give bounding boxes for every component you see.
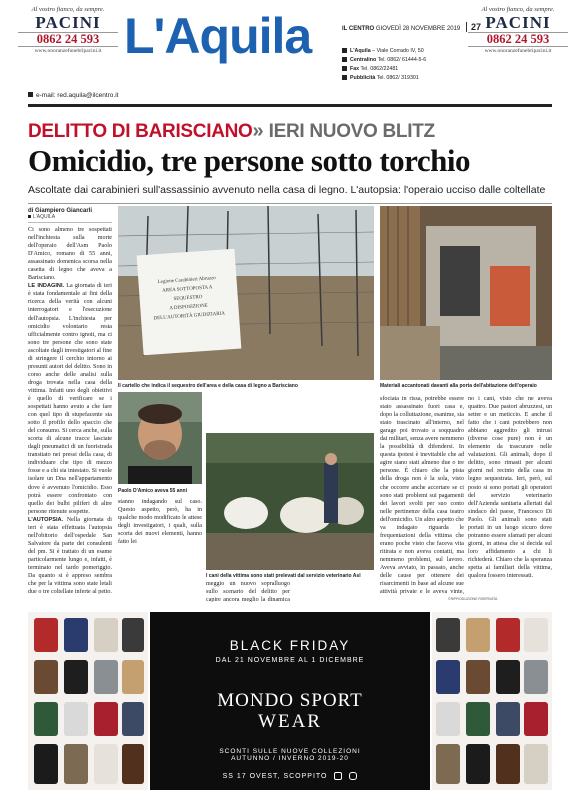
kicker-secondary: IERI NUOVO BLITZ — [268, 121, 435, 142]
subheadline: Ascoltate dai carabinieri sull'assassinio avvenuto nella casa di legno. L'autopsia: l'operaio ucciso dalle coltellate — [28, 184, 546, 196]
contact-row: Fax Tel. 0862/22481 — [342, 65, 454, 74]
caption-dogs: I cani della vittima sono stati prelevati dal servizio veterinario Asl — [206, 573, 361, 579]
date-line — [342, 22, 481, 32]
dogs-photo-illustration — [206, 433, 374, 570]
ad-url: www.onoranzefunebripacini.it — [484, 48, 552, 54]
ad-brand: PACINI — [485, 13, 551, 32]
sign-text: Legione Carabinieri Abruzzo AREA SOTTOPOSTA A SEQUESTRO A DISPOSIZIONE DELL'AUTORITÀ GIUDIZIARIA — [153, 276, 226, 322]
ad-clothes-left — [28, 612, 148, 790]
article-column-5: no i cani, visto che ne aveva quattro. Due pastori abruzzesi, un setter e un meticcio. E anche il fatto che i cani potrebbero non abbiano aggredito gli intrusi (diverse cose pure) non è un elemento da trascurare nelle valutazioni. Gli animali, dopo il delitto, sono rimasti per alcuni giorni nel recinto della casa in legno sequestrata. Ieri, però, sul posto si sono portati gli operatori del servizio veterinario dell'Azienda sanitaria allertati dal sindaco del paese, Francesco Di Paolo. Gli animali sono stati portati in un luogo sicuro dove potranno essere sfamati per alcuni giorni, in attesa che si decida sul loro affidamento a chi li richiederà. Chiaro che la speranza spetta ai familiari della vittima, qualora fossero interessati. — [468, 396, 552, 580]
article-column-2: stanno indagando sul caso. Questo aspetto, però, ha in qualche modo modificato le attese degli investigatori, i quali, sulla scorta dei nuovi elementi, hanno fatto lei — [118, 499, 202, 546]
house-photo-illustration — [380, 206, 552, 380]
ad-url: www.onoranzefunebripacini.it — [34, 48, 102, 54]
black-friday-ad[interactable] — [28, 612, 552, 790]
byline — [28, 208, 112, 223]
photo-sequestro-sign — [118, 206, 374, 380]
photo-house — [380, 206, 552, 380]
caption-house: Materiali accantonati davanti alla porta dell'abitazione dell'operaio — [380, 383, 537, 389]
ad-clothes-right — [432, 612, 552, 790]
ad-phone: 0862 24 593 — [468, 32, 568, 47]
photo-dogs — [206, 433, 374, 570]
kicker: DELITTO DI BARISCIANO» IERI NUOVO BLITZ — [28, 120, 435, 142]
subhead-rule — [28, 203, 552, 204]
ad-black-panel — [150, 612, 430, 790]
email-line[interactable]: e-mail: red.aquila@ilcentro.it — [28, 92, 118, 99]
article-column-4: sfociata in rissa, potrebbe essere stato assassinato fuori casa e, dopo la colluttazione, esanime, sia stato trascinato all'interno, nel garage poi trovato a soqquadro dai militari, senza avere nemmeno la possibilità di difendersi. In questa ipotesi è inevitabile che ad agire siano stati almeno due o tre persone. È chiaro che la pista della droga non è la sola, visto che occorre anche accertare se ci sono stati problemi sui pagamenti dei lavori svolti per suo conto nelle pertinenze della casa teatro dell'omicidio. Un altro aspetto che va indagato riguarda le frequentazioni della vittima che erano poche visto che faceva vita ritirata e non aveva contatti, ma nemmeno problemi, sul lavoro. Aveva avviato, in passato, anche delle cause per ottenere dei risarcimenti in base ad alcune sue attività private e le aveva vinte, — [380, 396, 464, 595]
contact-row: Pubblicità Tel. 0862/ 319301 — [342, 74, 454, 83]
ad-address: SS 17 OVEST, SCOPPITO — [150, 772, 430, 780]
ad-tagline: Al vostro fianco, da sempre. — [31, 6, 105, 13]
facebook-icon[interactable] — [334, 772, 342, 780]
header-rule — [28, 104, 552, 107]
bullet-icon — [28, 92, 33, 97]
contact-row: L'Aquila – Viale Corrado IV, 50 — [342, 47, 454, 56]
dateline-place: L'AQUILA — [28, 214, 112, 223]
funeral-ad-left[interactable] — [14, 6, 122, 54]
ad-store-name: MONDO SPORT — [217, 690, 363, 711]
photo-victim-portrait — [118, 392, 202, 484]
contact-row: Centralino Tel. 0862/ 61444-5-6 — [342, 56, 454, 65]
caption-sign: Il cartello che indica il sequestro dell'area e della casa di legno a Barisciano — [118, 383, 298, 389]
article-column-1: Ci sono almeno tre sospettati nell'inchiesta sulla morte dell'operaio dell'Asm Paolo D'Amico, romano di 55 anni, assassinato domenica scorsa nella casetta di legno che aveva a Barisciano. LE INDAGINI. La giornata di ieri è stata fondamentale ai fini della ricerca della verità con alcuni interrogatori e l'esecuzione dell'autopsia. L'inchiesta per omicidio volontario resta ufficialmente contro ignoti, ma ci sono tre persone che sono state ascoltate dagli investigatori al fine di stringere il cerchio intorno ai presunti autori del delitto. Sono in corso anche delle analisi sulla droga trovata nella casa della vittima. Infatti uno degli obiettivi è quello di verificare se i sospettati hanno avuto a che fare con quel tipo di stupefacente sia sotto il profilo dello spaccio che del consumo. Si cerca anche, sulla scorta di alcune tracce lasciate dagli pneumatici di un fuoristrada transitato nei pressi della casa, di individuare che tipo di mezzo fosse e a chi sia intestato. Si vuole isolare un Dna nell'appartamento dove è avvenuto l'omicidio. Esso potrà essere confrontato con quello dei bulbi piliferi di altre persone ritenute sospette. L'AUTOPSIA. Nella giornata di ieri è stata effettuata l'autopsia nell'obitorio dell'ospedale San Salvatore da parte dei consulenti del pm. Si è trattato di un esame particolarmente lungo e, infatti, è terminato nel tardo pomeriggio. Da quanto si è appreso sembra che per la vittima sono state letali due o tre coltellate inferte al petto. — [28, 227, 112, 594]
ad-promo: SCONTI SULLE NUOVE COLLEZIONI — [219, 748, 361, 755]
ad-dates: DAL 21 NOVEMBRE AL 1 DICEMBRE — [215, 657, 365, 664]
kicker-main: DELITTO DI BARISCIANO — [28, 121, 253, 142]
ad-promo-2: AUTUNNO / INVERNO 2019-20 — [231, 755, 349, 762]
funeral-ad-right[interactable] — [464, 6, 572, 54]
ad-tagline: Al vostro fianco, da sempre. — [481, 6, 555, 13]
copyright: ©RIPRODUZIONE RISERVATA — [448, 597, 498, 601]
paper-name: IL CENTRO — [342, 26, 375, 32]
caption-portrait: Paolo D'Amico aveva 55 anni — [118, 488, 187, 494]
portrait-illustration — [118, 392, 202, 484]
instagram-icon[interactable] — [349, 772, 357, 780]
masthead: L'Aquila — [124, 8, 312, 64]
issue-date: GIOVEDÌ 28 NOVEMBRE 2019 — [375, 26, 461, 32]
ad-brand: PACINI — [35, 13, 101, 32]
article-column-3: meggio un nuovo sopralluogo sullo scenario del delitto per capire ancora meglio la dinamica — [206, 581, 290, 602]
headline: Omicidio, tre persone sotto torchio — [28, 143, 470, 178]
page-number: 27 — [466, 22, 481, 32]
contact-panel — [342, 47, 454, 83]
ad-headline: BLACK FRIDAY — [229, 638, 351, 653]
ad-store-name-2: WEAR — [258, 711, 322, 732]
square-icon — [28, 215, 31, 218]
author-name: di Giampiero Giancarli — [28, 208, 93, 214]
ad-phone: 0862 24 593 — [18, 32, 118, 47]
